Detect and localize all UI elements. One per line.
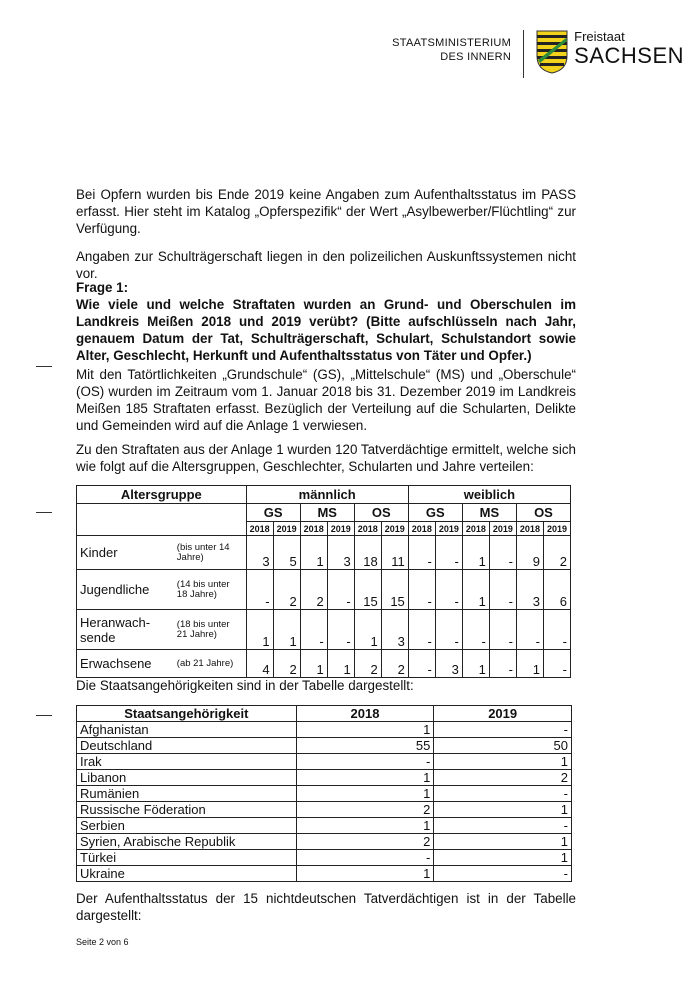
year: 2018 bbox=[462, 522, 489, 536]
cell-value: 2 bbox=[300, 570, 327, 610]
age-group-range: (ab 21 Jahre) bbox=[174, 650, 246, 678]
nationality: Ukraine bbox=[77, 866, 297, 882]
header-divider bbox=[523, 30, 524, 78]
cell-value: - bbox=[408, 570, 435, 610]
school-type: OS bbox=[354, 504, 408, 522]
cell-value: 1 bbox=[462, 570, 489, 610]
table-row bbox=[77, 866, 572, 882]
table-row bbox=[77, 610, 571, 650]
cell-value: - bbox=[435, 610, 462, 650]
cell-value: - bbox=[543, 610, 570, 650]
ministry-name bbox=[392, 36, 511, 64]
cell-value: 3 bbox=[246, 536, 273, 570]
year: 2019 bbox=[489, 522, 516, 536]
cell-value: 11 bbox=[381, 536, 408, 570]
count-2018: 1 bbox=[296, 722, 434, 738]
count-2018: - bbox=[296, 850, 434, 866]
table-row bbox=[77, 570, 571, 610]
nationality: Serbien bbox=[77, 818, 297, 834]
header-nationality: Staatsangehörigkeit bbox=[77, 706, 297, 722]
ministry-line-1: STAATSMINISTERIUM bbox=[392, 37, 512, 49]
age-group-range: (18 bis unter 21 Jahre) bbox=[174, 610, 246, 650]
table-school-row bbox=[77, 504, 571, 522]
school-type: GS bbox=[408, 504, 462, 522]
paragraph-opfer: Bei Opfern wurden bis Ende 2019 keine Angaben zum Aufenthaltsstatus im PASS erfasst. Hier steht im Katalog „Opferspezifik“ der Wert „Asylbewerber/Flüchtling“ zur Verfügung. bbox=[76, 187, 576, 236]
cell-value: 2 bbox=[354, 650, 381, 678]
cell-value: - bbox=[408, 650, 435, 678]
count-2018: 2 bbox=[296, 802, 434, 818]
letterhead bbox=[392, 30, 684, 78]
year: 2019 bbox=[543, 522, 570, 536]
cell-value: 3 bbox=[516, 570, 543, 610]
cell-value: 3 bbox=[327, 536, 354, 570]
cell-value: 15 bbox=[381, 570, 408, 610]
margin-mark bbox=[36, 512, 52, 513]
cell-value: 1 bbox=[246, 610, 273, 650]
ministry-line-2: DES INNERN bbox=[440, 51, 512, 63]
count-2018: - bbox=[296, 754, 434, 770]
cell-value: - bbox=[327, 610, 354, 650]
count-2019: - bbox=[434, 866, 572, 882]
age-group-label: Jugendliche bbox=[77, 570, 174, 610]
empty-cell bbox=[77, 504, 247, 536]
cell-value: - bbox=[300, 610, 327, 650]
paragraph-tatverdaechtige: Zu den Straftaten aus der Anlage 1 wurden 120 Tatverdächtige ermittelt, welche sich wie folgt auf die Altersgruppen, Geschlechter, Schularten und Jahre verteilen: bbox=[76, 442, 576, 474]
cell-value: - bbox=[327, 570, 354, 610]
year: 2019 bbox=[381, 522, 408, 536]
cell-value: 4 bbox=[246, 650, 273, 678]
paragraph-aufenthaltsstatus: Der Aufenthaltsstatus der 15 nichtdeutschen Tatverdächtigen ist in der Tabelle dargestellt: bbox=[76, 891, 576, 923]
cell-value: - bbox=[543, 650, 570, 678]
table-row bbox=[77, 536, 571, 570]
saxony-crest-icon bbox=[536, 30, 568, 74]
cell-value: 1 bbox=[327, 650, 354, 678]
nationality: Türkei bbox=[77, 850, 297, 866]
table-row bbox=[77, 738, 572, 754]
age-group-range: (bis unter 14 Jahre) bbox=[174, 536, 246, 570]
cell-value: 1 bbox=[354, 610, 381, 650]
count-2019: 1 bbox=[434, 850, 572, 866]
year: 2018 bbox=[246, 522, 273, 536]
age-group-label: Kinder bbox=[77, 536, 174, 570]
nationality-table bbox=[76, 705, 572, 882]
count-2019: 1 bbox=[434, 754, 572, 770]
cell-value: 3 bbox=[381, 610, 408, 650]
header-2018: 2018 bbox=[296, 706, 434, 722]
nationality: Rumänien bbox=[77, 786, 297, 802]
count-2018: 2 bbox=[296, 834, 434, 850]
year: 2019 bbox=[273, 522, 300, 536]
count-2019: - bbox=[434, 722, 572, 738]
table-header-row bbox=[77, 486, 571, 504]
margin-mark bbox=[36, 715, 52, 716]
cell-value: - bbox=[435, 536, 462, 570]
count-2019: 2 bbox=[434, 770, 572, 786]
page-number: Seite 2 von 6 bbox=[76, 937, 129, 947]
year: 2019 bbox=[435, 522, 462, 536]
age-group-label: Erwachsene bbox=[77, 650, 174, 678]
cell-value: 1 bbox=[273, 610, 300, 650]
cell-value: 18 bbox=[354, 536, 381, 570]
question-text: Wie viele und welche Straftaten wurden an Grund- und Oberschulen im Landkreis Meißen 2018 und 2019 verübt? (Bitte aufschlüsseln nach Jahr, genauem Datum der Tat, Schulträgerschaft, Schulart, Schulstandort sowie Alter, Geschlecht, Herkunft und Aufenthaltsstatus von Täter und Opfer.) bbox=[76, 297, 576, 363]
school-type: OS bbox=[516, 504, 570, 522]
state-name bbox=[574, 30, 684, 68]
header-age-group: Altersgruppe bbox=[77, 486, 247, 504]
cell-value: 1 bbox=[516, 650, 543, 678]
margin-mark bbox=[36, 366, 52, 367]
cell-value: 2 bbox=[273, 650, 300, 678]
header-2019: 2019 bbox=[434, 706, 572, 722]
count-2018: 1 bbox=[296, 818, 434, 834]
state-line-2: SACHSEN bbox=[574, 43, 684, 68]
cell-value: 15 bbox=[354, 570, 381, 610]
cell-value: 1 bbox=[300, 536, 327, 570]
cell-value: - bbox=[489, 570, 516, 610]
table-row bbox=[77, 818, 572, 834]
cell-value: 9 bbox=[516, 536, 543, 570]
cell-value: 5 bbox=[273, 536, 300, 570]
school-type: MS bbox=[462, 504, 516, 522]
count-2018: 1 bbox=[296, 786, 434, 802]
table-row bbox=[77, 722, 572, 738]
school-type: GS bbox=[246, 504, 300, 522]
cell-value: - bbox=[516, 610, 543, 650]
nationality: Libanon bbox=[77, 770, 297, 786]
nationality: Syrien, Arabische Republik bbox=[77, 834, 297, 850]
cell-value: - bbox=[246, 570, 273, 610]
nationality: Irak bbox=[77, 754, 297, 770]
nationality: Russische Föderation bbox=[77, 802, 297, 818]
cell-value: 1 bbox=[462, 650, 489, 678]
nationality: Afghanistan bbox=[77, 722, 297, 738]
table-row bbox=[77, 850, 572, 866]
count-2019: 1 bbox=[434, 802, 572, 818]
table-row bbox=[77, 786, 572, 802]
age-group-range: (14 bis unter 18 Jahre) bbox=[174, 570, 246, 610]
year: 2018 bbox=[300, 522, 327, 536]
count-2018: 1 bbox=[296, 866, 434, 882]
count-2019: - bbox=[434, 818, 572, 834]
paragraph-schultraeger: Angaben zur Schulträgerschaft liegen in den polizeilichen Auskunftssystemen nicht vor. bbox=[76, 249, 576, 281]
age-group-table bbox=[76, 485, 571, 678]
cell-value: - bbox=[489, 610, 516, 650]
count-2019: 1 bbox=[434, 834, 572, 850]
cell-value: - bbox=[462, 610, 489, 650]
cell-value: - bbox=[489, 536, 516, 570]
cell-value: 1 bbox=[300, 650, 327, 678]
cell-value: - bbox=[408, 536, 435, 570]
table-row bbox=[77, 754, 572, 770]
state-line-1: Freistaat bbox=[574, 29, 625, 44]
paragraph-staatsangehoerigkeit: Die Staatsangehörigkeiten sind in der Tabelle dargestellt: bbox=[76, 678, 414, 693]
count-2019: - bbox=[434, 786, 572, 802]
cell-value: 3 bbox=[435, 650, 462, 678]
cell-value: - bbox=[435, 570, 462, 610]
age-group-label: Heranwach-sende bbox=[77, 610, 174, 650]
cell-value: 2 bbox=[543, 536, 570, 570]
year: 2018 bbox=[408, 522, 435, 536]
header-female: weiblich bbox=[408, 486, 570, 504]
paragraph-tatoertlichkeiten: Mit den Tatörtlichkeiten „Grundschule“ (GS), „Mittelschule“ (MS) und „Oberschule“ (OS) wurden im Zeitraum vom 1. Januar 2018 bis 31. Dezember 2019 im Landkreis Meißen 185 Straftaten erfasst. Bezüglich der Verteilung auf die Schularten, Delikte und Gemeinden wird auf die Anlage 1 verwiesen. bbox=[76, 367, 576, 433]
year: 2018 bbox=[354, 522, 381, 536]
table-header-row bbox=[77, 706, 572, 722]
table-row bbox=[77, 770, 572, 786]
table-row bbox=[77, 650, 571, 678]
count-2019: 50 bbox=[434, 738, 572, 754]
year: 2019 bbox=[327, 522, 354, 536]
cell-value: 1 bbox=[462, 536, 489, 570]
school-type: MS bbox=[300, 504, 354, 522]
table-row bbox=[77, 834, 572, 850]
table-row bbox=[77, 802, 572, 818]
cell-value: - bbox=[408, 610, 435, 650]
count-2018: 55 bbox=[296, 738, 434, 754]
cell-value: 6 bbox=[543, 570, 570, 610]
cell-value: - bbox=[489, 650, 516, 678]
header-male: männlich bbox=[246, 486, 408, 504]
cell-value: 2 bbox=[273, 570, 300, 610]
count-2018: 1 bbox=[296, 770, 434, 786]
question-label: Frage 1: bbox=[76, 280, 129, 295]
cell-value: 2 bbox=[381, 650, 408, 678]
year: 2018 bbox=[516, 522, 543, 536]
nationality: Deutschland bbox=[77, 738, 297, 754]
